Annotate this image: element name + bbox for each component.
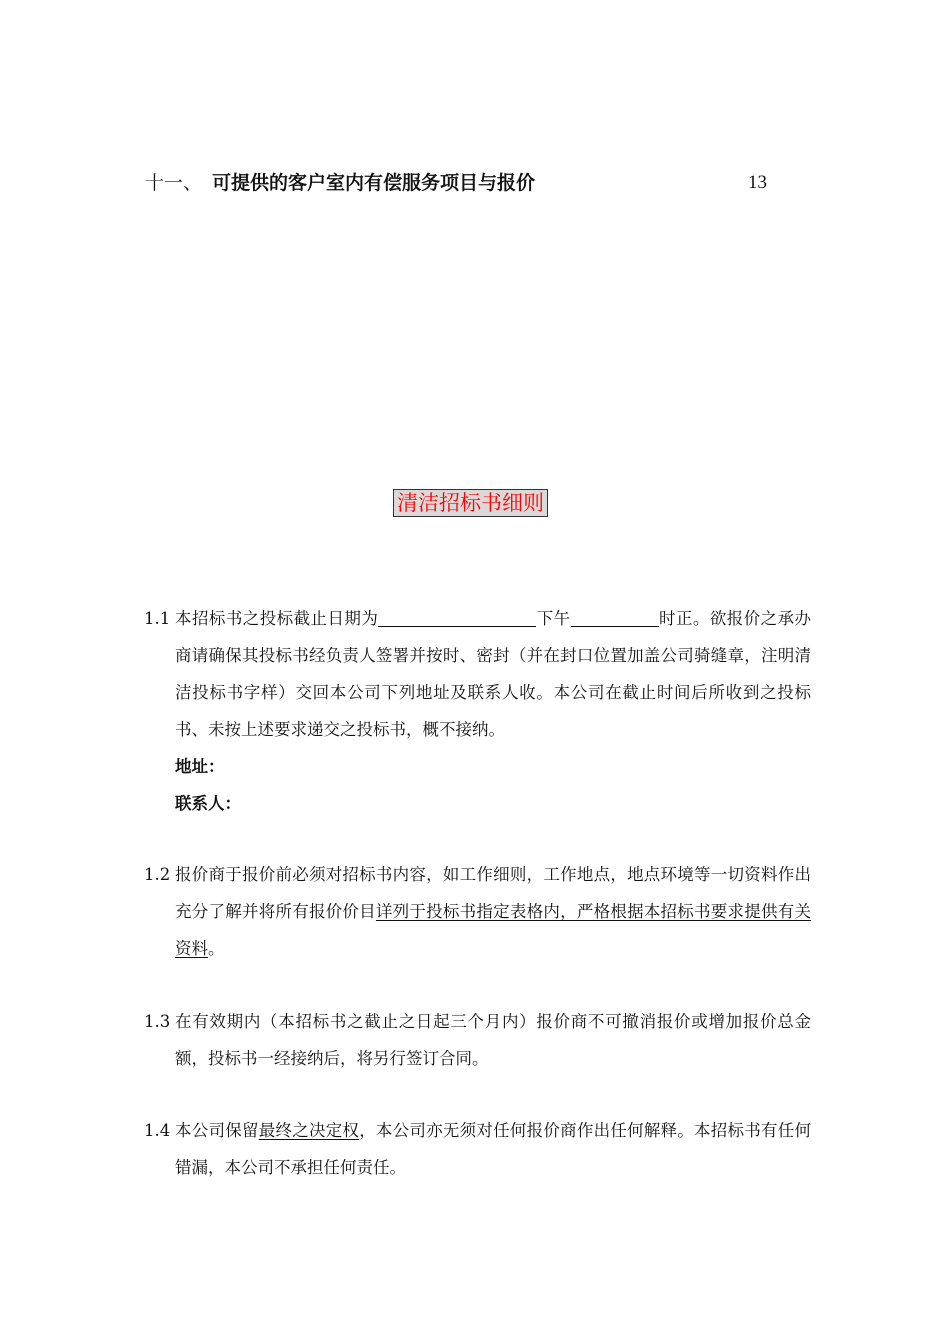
clause-text: 。 — [208, 939, 225, 958]
clause-text: 本招标书之投标截止日期为 — [175, 609, 379, 628]
clause-text: 本公司保留 — [175, 1121, 259, 1140]
toc-entry-number: 十一、 — [145, 172, 203, 194]
clause-number: 1.2 — [144, 865, 171, 884]
clause-1-3 — [144, 1003, 814, 1077]
clause-text: 在有效期内（本招标书之截止之日起三个月内）报价商不可撤消报价或增加报价总金额，投标书一经接纳后，将另行签订合同。 — [175, 1012, 811, 1068]
clause-text: 报价商于报价前必须对招标书内容，如工作细则，工作地点，地点环境等一切资料作出充分了解并将所有报价价目 — [175, 865, 811, 921]
deadline-date-blank — [378, 606, 536, 627]
toc-entry-title: 可提供的客户室内有偿服务项目与报价 — [212, 172, 536, 194]
clause-underlined-text: 最终之决定权 — [258, 1121, 360, 1140]
contact-label: 联系人： — [175, 794, 241, 813]
clause-text: 时正。欲报价之承办商请确保其投标书经负责人签署并按时、密封（并在封口位置加盖公司骑缝章，注明清洁投标书字样）交回本公司下列地址及联系人收。本公司在截止时间后所收到之投标书、未按上述要求递交之投标书，概不接纳。 — [175, 609, 811, 739]
clause-1-4 — [144, 1112, 814, 1186]
clause-underlined-text: 详列于投标书指定表格内，严格根据本招标书要求提供有关资料 — [175, 902, 812, 958]
clause-1-1 — [144, 600, 814, 822]
clause-body — [175, 856, 811, 967]
deadline-time-blank — [571, 606, 659, 627]
clause-number: 1.3 — [144, 1012, 171, 1031]
clause-number: 1.4 — [144, 1121, 171, 1140]
toc-entry — [145, 170, 775, 196]
address-label: 地址： — [175, 757, 225, 776]
clause-body — [175, 600, 811, 822]
clause-body — [175, 1003, 811, 1077]
clause-text: ，本公司亦无须对任何报价商作出任何解释。本招标书有任何错漏，本公司不承担任何责任。 — [175, 1121, 812, 1177]
clause-body — [175, 1112, 811, 1186]
clause-1-2 — [144, 856, 814, 967]
clause-text: 下午 — [536, 609, 571, 628]
document-title: 清洁招标书细则 — [393, 489, 548, 517]
toc-entry-page-number: 13 — [748, 172, 767, 193]
clause-number: 1.1 — [144, 609, 171, 628]
